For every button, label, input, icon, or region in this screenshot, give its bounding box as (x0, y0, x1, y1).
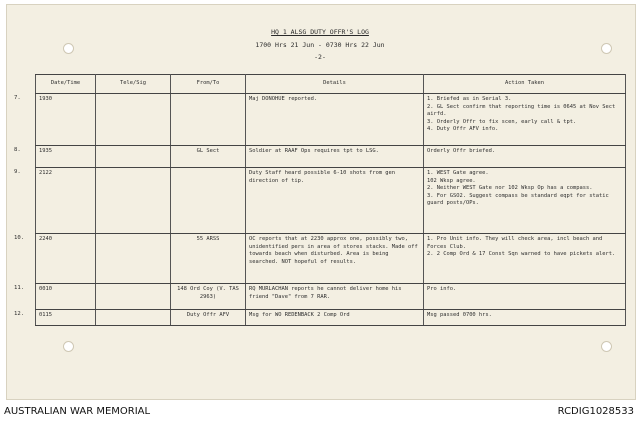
action-line: 3. For GSO2. Suggest compass be standard eqpt for static guard posts/OPs. (427, 192, 609, 206)
cell-action-taken (424, 284, 626, 310)
cell-date-time: 1930 (36, 94, 96, 146)
serial-number: 8. (14, 147, 21, 153)
cell-details: Soldier at RAAF Ops requires tpt to LSG. (246, 146, 424, 168)
table-row (36, 310, 626, 326)
cell-action-taken (424, 168, 626, 234)
header-date-time: Date/Time (36, 75, 96, 94)
table-header-row (36, 75, 626, 94)
cell-from-to: GL Sect (171, 146, 246, 168)
cell-from-to (171, 94, 246, 146)
punch-hole (63, 341, 74, 352)
cell-action-taken (424, 94, 626, 146)
cell-date-time: 1935 (36, 146, 96, 168)
action-line: 1. Pro Unit info. They will check area, incl beach and Forces Club. (427, 236, 603, 250)
table-row (36, 168, 626, 234)
action-line: 2. GL Sect confirm that reporting time is 0645 at Nov Sect airfd. (427, 103, 616, 117)
cell-date-time: 0115 (36, 310, 96, 326)
cell-tele-sig (96, 146, 171, 168)
action-line: Pro info. (427, 286, 457, 292)
log-table (35, 74, 626, 326)
cell-from-to (171, 168, 246, 234)
table-row (36, 284, 626, 310)
action-line: 1. WEST Gate agree. (427, 170, 489, 176)
log-table-body (36, 94, 626, 326)
cell-tele-sig (96, 94, 171, 146)
page-number: -2- (314, 53, 326, 61)
serial-number: 7. (14, 95, 21, 101)
cell-details: Maj DONOHUE reported. (246, 94, 424, 146)
action-line: 102 Wksp agree. (427, 177, 476, 184)
action-line: 2. Neither WEST Gate nor 102 Wksp Op has a compass. (427, 185, 593, 191)
action-line: 2. 2 Comp Ord & 17 Const Sqn warned to have pickets alert. (427, 251, 616, 257)
cell-tele-sig (96, 168, 171, 234)
table-row (36, 94, 626, 146)
punch-hole (601, 341, 612, 352)
cell-action-taken (424, 234, 626, 284)
cell-details: Msg for WO REDENBACK 2 Comp Ord (246, 310, 424, 326)
cell-details: OC reports that at 2230 approx one, possibly two, unidentified pers in area of stores stacks. Made off towards beach when disturbed. Area is being searched. NOT hopeful of results. (246, 234, 424, 284)
cell-from-to: Duty Offr AFV (171, 310, 246, 326)
cell-tele-sig (96, 234, 171, 284)
serial-number: 9. (14, 169, 21, 175)
cell-details: Duty Staff heard possible 6-10 shots from gen direction of tip. (246, 168, 424, 234)
header-details: Details (246, 75, 424, 94)
table-row (36, 146, 626, 168)
cell-date-time: 2122 (36, 168, 96, 234)
cell-action-taken (424, 146, 626, 168)
header-tele-sig: Tele/Sig (96, 75, 171, 94)
cell-date-time: 0010 (36, 284, 96, 310)
header-action-taken: Action Taken (424, 75, 626, 94)
action-line: 1. Briefed as in Serial 3. (427, 96, 512, 102)
cell-tele-sig (96, 310, 171, 326)
cell-tele-sig (96, 284, 171, 310)
action-line: Msg passed 0700 hrs. (427, 312, 492, 318)
log-period: 1700 Hrs 21 Jun - 0730 Hrs 22 Jun (255, 41, 385, 49)
cell-action-taken (424, 310, 626, 326)
archive-reference: RCDIG1028533 (557, 406, 634, 417)
action-line: Orderly Offr briefed. (427, 148, 496, 154)
header-from-to: From/To (171, 75, 246, 94)
cell-date-time: 2240 (36, 234, 96, 284)
action-line: 3. Orderly Offr to fix scen, early call & tpt. (427, 118, 577, 125)
archive-caption: AUSTRALIAN WAR MEMORIAL (4, 406, 151, 417)
serial-number: 12. (14, 311, 25, 317)
cell-from-to: 55 ARSS (171, 234, 246, 284)
table-row (36, 234, 626, 284)
log-title: HQ 1 ALSG DUTY OFFR'S LOG (271, 28, 369, 36)
action-line: 4. Duty Offr AFV info. (427, 126, 499, 132)
cell-from-to: 148 Ord Coy (V. TAS 2963) (171, 284, 246, 310)
serial-number: 10. (14, 235, 25, 241)
cell-details: RQ MURLACHAN reports he cannot deliver home his friend "Dave" from 7 RAR. (246, 284, 424, 310)
serial-number: 11. (14, 285, 25, 291)
